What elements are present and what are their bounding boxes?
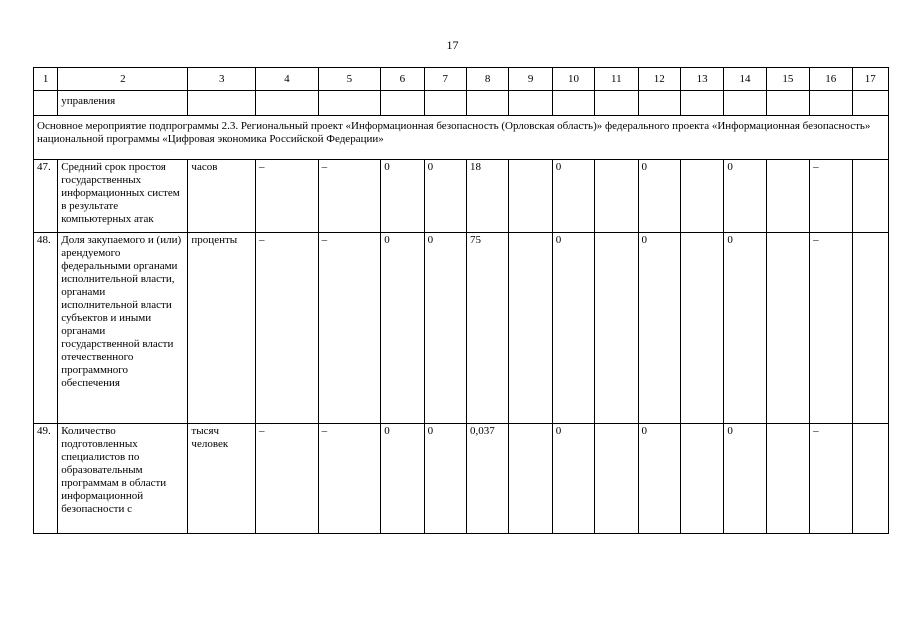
value-cell: 0 <box>424 233 466 424</box>
table-cell <box>766 91 809 116</box>
value-cell: 0 <box>381 424 424 534</box>
value-cell <box>766 424 809 534</box>
table-cell <box>680 91 723 116</box>
table-cell <box>852 91 889 116</box>
value-cell: – <box>810 233 852 424</box>
value-cell: – <box>318 424 381 534</box>
indicators-table <box>33 67 889 534</box>
value-cell <box>680 424 723 534</box>
page-number: 17 <box>446 38 459 52</box>
value-cell <box>595 160 638 233</box>
value-cell <box>509 424 552 534</box>
indicator-name: Количество подготовленных специалистов по образовательным программам в области информационной безопасности с <box>58 424 188 534</box>
column-number: 11 <box>595 68 638 91</box>
value-cell: – <box>318 160 381 233</box>
value-cell <box>509 160 552 233</box>
value-cell <box>680 233 723 424</box>
column-number: 7 <box>424 68 466 91</box>
value-cell: – <box>810 424 852 534</box>
value-cell <box>766 233 809 424</box>
column-number: 4 <box>256 68 319 91</box>
unit-cell: часов <box>188 160 256 233</box>
value-cell: – <box>810 160 852 233</box>
value-cell <box>852 160 889 233</box>
column-number: 12 <box>638 68 680 91</box>
table-cell <box>509 91 552 116</box>
row-number: 48. <box>34 233 58 424</box>
value-cell: – <box>256 160 319 233</box>
value-cell: 18 <box>466 160 508 233</box>
column-number: 6 <box>381 68 424 91</box>
table-cell <box>595 91 638 116</box>
indicator-name: Средний срок простоя государственных информационных систем в результате компьютерных атак <box>58 160 188 233</box>
table-cell <box>256 91 319 116</box>
value-cell: 0 <box>724 233 766 424</box>
value-cell: 0 <box>552 424 594 534</box>
column-number: 13 <box>680 68 723 91</box>
column-number: 8 <box>466 68 508 91</box>
table-cell <box>381 91 424 116</box>
column-number: 2 <box>58 68 188 91</box>
column-number: 14 <box>724 68 766 91</box>
value-cell: 0 <box>724 424 766 534</box>
column-number: 3 <box>188 68 256 91</box>
table-cell <box>34 91 58 116</box>
value-cell: 0 <box>552 233 594 424</box>
value-cell: 0 <box>424 424 466 534</box>
column-number: 17 <box>852 68 889 91</box>
value-cell <box>852 233 889 424</box>
row-number: 49. <box>34 424 58 534</box>
section-row <box>34 116 889 160</box>
value-cell: 0 <box>638 424 680 534</box>
column-numbers-row <box>34 68 889 91</box>
value-cell <box>595 424 638 534</box>
column-number: 15 <box>766 68 809 91</box>
value-cell: 0 <box>381 160 424 233</box>
value-cell: – <box>318 233 381 424</box>
table-cell <box>188 91 256 116</box>
column-number: 5 <box>318 68 381 91</box>
value-cell <box>766 160 809 233</box>
row-number: 47. <box>34 160 58 233</box>
column-number: 9 <box>509 68 552 91</box>
value-cell: 0 <box>552 160 594 233</box>
value-cell: 0 <box>724 160 766 233</box>
table-row <box>34 424 889 534</box>
value-cell: 0 <box>381 233 424 424</box>
indicator-name: Доля закупаемого и (или) арендуемого федеральными органами исполнительной власти, органами исполнительной власти субъектов и иными органами государственной власти отечественного программного обеспечения <box>58 233 188 424</box>
value-cell: 0 <box>638 233 680 424</box>
value-cell <box>852 424 889 534</box>
value-cell: – <box>256 424 319 534</box>
value-cell <box>509 233 552 424</box>
table-cell <box>424 91 466 116</box>
table-row <box>34 233 889 424</box>
table-row <box>34 160 889 233</box>
unit-cell: проценты <box>188 233 256 424</box>
table-cell <box>466 91 508 116</box>
value-cell: 75 <box>466 233 508 424</box>
continuation-text: управления <box>58 91 188 116</box>
column-number: 16 <box>810 68 852 91</box>
section-title: Основное мероприятие подпрограммы 2.3. Региональный проект «Информационная безопасность (Орловская область)» федерального проекта «Информационная безопасность» национальной программы «Цифровая экономика Российской Федерации» <box>34 116 889 160</box>
table-cell <box>318 91 381 116</box>
value-cell: 0,037 <box>466 424 508 534</box>
table-cell <box>810 91 852 116</box>
table-cell <box>638 91 680 116</box>
value-cell: – <box>256 233 319 424</box>
value-cell: 0 <box>424 160 466 233</box>
value-cell: 0 <box>638 160 680 233</box>
column-number: 1 <box>34 68 58 91</box>
table-cell <box>552 91 594 116</box>
continuation-row <box>34 91 889 116</box>
value-cell <box>595 233 638 424</box>
table-cell <box>724 91 766 116</box>
column-number: 10 <box>552 68 594 91</box>
unit-cell: тысяч человек <box>188 424 256 534</box>
value-cell <box>680 160 723 233</box>
